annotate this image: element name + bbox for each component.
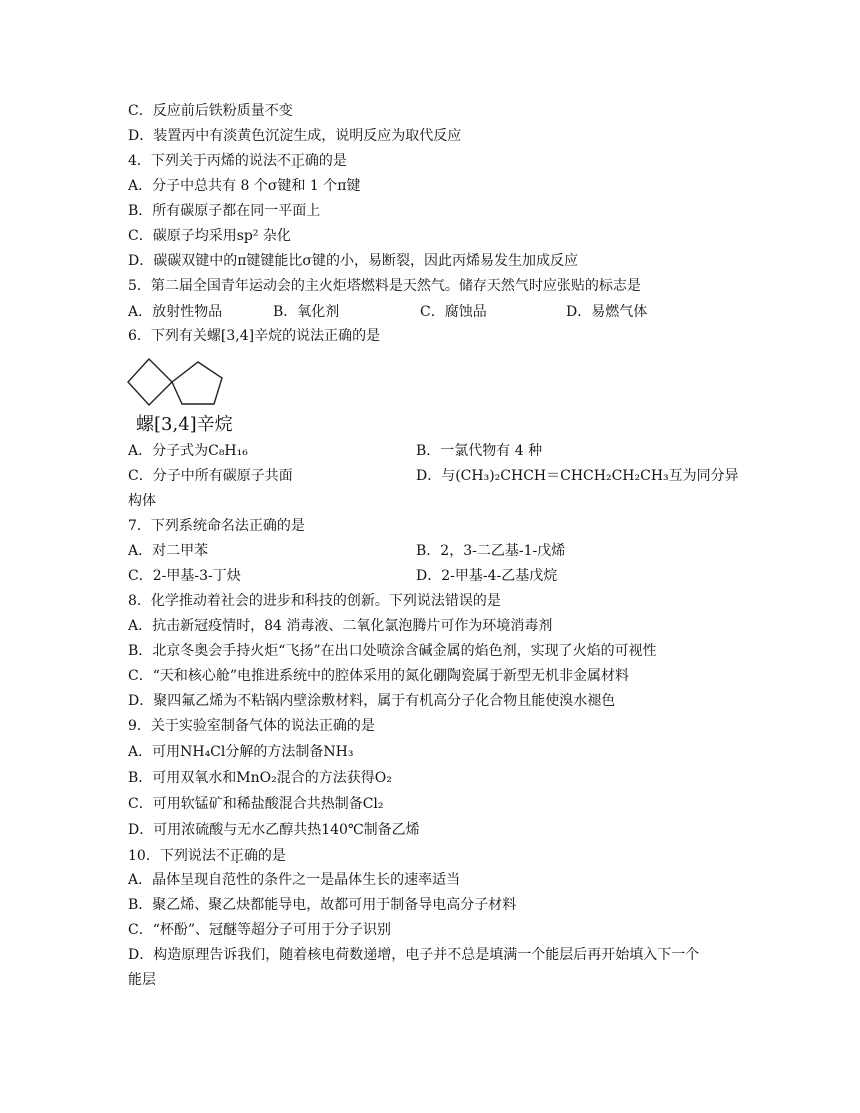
option-line: C．可用软锰矿和稀盐酸混合共热制备Cl₂ [128, 796, 384, 812]
question-text: 10．下列说法 [128, 848, 216, 864]
option-line: D．装置丙中有淡黄色沉淀生成，说明反应为取代反应 [128, 128, 462, 144]
option-line: C．2-甲基-3-丁炔 [128, 568, 241, 584]
question-7: 7．下列系统命名法正确的是 [128, 518, 305, 534]
question-text: 的是 [257, 848, 286, 864]
option-line: D．与(CH₃)₂CHCH＝CHCH₂CH₂CH₃互为同分异 [416, 468, 739, 484]
emphasis-text: 不正确 [276, 153, 319, 169]
question-5: 5．第二届全国青年运动会的主火炬塔燃料是天然气。储存天然气时应张贴的标志是 [128, 278, 641, 294]
option-line: 构体 [128, 493, 156, 509]
spiro-structure-figure [126, 356, 226, 408]
question-4 [128, 151, 347, 171]
question-text: 4．下列关于丙烯的说法 [128, 153, 277, 169]
option-line: D．可用浓硫酸与无水乙醇共热140℃制备乙烯 [128, 822, 420, 838]
option-line: B．北京冬奥会手持火炬“飞扬”在出口处喷涂含碱金属的焰色剂，实现了火焰的可视性 [128, 643, 657, 659]
option-line: D．构造原理告诉我们，随着核电荷数递增，电子并不总是填满一个能层后再开始填入下一个 [128, 947, 700, 963]
option-line: B．氧化剂 [273, 304, 340, 320]
figure-caption: 螺[3,4]辛烷 [136, 414, 233, 435]
question-6: 6．下列有关螺[3,4]辛烷的说法正确的是 [128, 328, 381, 344]
option-line: D．碳碳双键中的π键键能比σ键的小，易断裂，因此丙烯易发生加成反应 [128, 253, 578, 269]
option-line: D．2-甲基-4-乙基戊烷 [416, 568, 558, 584]
option-line: C．碳原子均采用sp² 杂化 [128, 228, 291, 244]
option-line: A．抗击新冠疫情时，84 消毒液、二氧化氯泡腾片可作为环境消毒剂 [128, 618, 553, 634]
option-line: C．“杯酚”、冠醚等超分子可用于分子识别 [128, 922, 392, 938]
option-line: C．反应前后铁粉质量不变 [128, 103, 293, 119]
option-line: A．对二甲苯 [128, 543, 209, 559]
option-line: C．腐蚀品 [420, 304, 487, 320]
option-line: A．可用NH₄Cl分解的方法制备NH₃ [128, 744, 354, 760]
option-line: A．放射性物品 [128, 304, 223, 320]
question-10 [128, 846, 286, 866]
emphasis-text: 不正确 [215, 848, 258, 864]
question-8: 8．化学推动着社会的进步和科技的创新。下列说法错误的是 [128, 593, 501, 609]
option-line: 能层 [128, 972, 156, 988]
question-9: 9．关于实验室制备气体的说法正确的是 [128, 718, 375, 734]
option-line: B．聚乙烯、聚乙炔都能导电，故都可用于制备导电高分子材料 [128, 897, 517, 913]
option-line: A．分子中总共有 8 个σ键和 1 个π键 [128, 178, 361, 194]
option-line: C．“天和核心舱”电推进系统中的腔体采用的氮化硼陶瓷属于新型无机非金属材料 [128, 668, 630, 684]
option-line: B．可用双氧水和MnO₂混合的方法获得O₂ [128, 770, 392, 786]
option-line: A．晶体呈现自范性的条件之一是晶体生长的速率适当 [128, 872, 461, 888]
question-text: 的是 [318, 153, 347, 169]
option-line: B．2，3-二乙基-1-戊烯 [416, 543, 566, 559]
option-line: D．易燃气体 [566, 304, 648, 320]
option-line: B．一氯代物有 4 种 [416, 443, 543, 459]
option-line: D．聚四氟乙烯为不粘锅内壁涂敷材料，属于有机高分子化合物且能使溴水褪色 [128, 693, 616, 709]
option-line: B．所有碳原子都在同一平面上 [128, 203, 321, 219]
option-line: A．分子式为C₈H₁₆ [128, 443, 248, 459]
option-line: C．分子中所有碳原子共面 [128, 468, 293, 484]
